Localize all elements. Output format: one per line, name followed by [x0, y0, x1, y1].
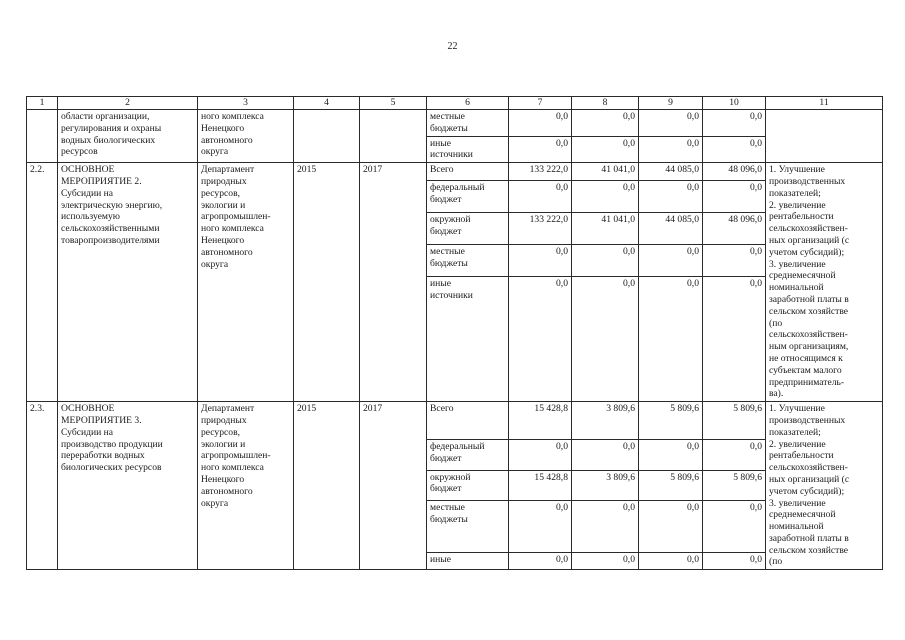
item-name: ОСНОВНОЕ МЕРОПРИЯТИЕ 2. Субсидии на электрическую энергию, используемую сельскохозяйственными товаропроизводителями [58, 163, 198, 402]
col-header-11: 11 [766, 97, 883, 110]
item-number [27, 110, 58, 163]
funding-source: иные [427, 553, 509, 570]
table-row [27, 163, 883, 181]
col-header-2: 2 [58, 97, 198, 110]
value-2016: 0,0 [639, 181, 703, 213]
funding-source: Всего [427, 402, 509, 440]
header-row [27, 97, 883, 110]
value-total: 133 222,0 [509, 213, 572, 245]
value-total: 0,0 [509, 181, 572, 213]
value-2015: 0,0 [572, 245, 639, 277]
value-2015: 0,0 [572, 277, 639, 402]
funding-source: иные источники [427, 136, 509, 163]
col-header-6: 6 [427, 97, 509, 110]
value-2017: 0,0 [703, 110, 766, 137]
value-total: 15 428,8 [509, 402, 572, 440]
col-header-5: 5 [360, 97, 427, 110]
funding-source: иные источники [427, 277, 509, 402]
value-2015: 0,0 [572, 553, 639, 570]
item-result: 1. Улучшение производственных показателей; 2. увеличение рентабельности сельскохозяйствен- ных организаций (с учетом субсидий); 3. увеличение среднемесячной номинальной заработной платы в сельском хозяйстве (по [766, 402, 883, 570]
value-2017: 5 809,6 [703, 402, 766, 440]
value-2016: 0,0 [639, 501, 703, 553]
funding-source: местные бюджеты [427, 245, 509, 277]
value-2015: 41 041,0 [572, 163, 639, 181]
value-2015: 0,0 [572, 181, 639, 213]
value-2016: 5 809,6 [639, 402, 703, 440]
col-header-4: 4 [294, 97, 360, 110]
funding-source: Всего [427, 163, 509, 181]
item-number: 2.3. [27, 402, 58, 570]
funding-source: местные бюджеты [427, 501, 509, 553]
value-2015: 0,0 [572, 501, 639, 553]
item-result: 1. Улучшение производственных показателей; 2. увеличение рентабельности сельскохозяйствен- ных организаций (с учетом субсидий); 3. увеличение среднемесячной номинальной заработной платы в сельском хозяйстве (по сельскохозяйствен- ным организациям, не относящимся к субъектам малого предприниматель- ва). [766, 163, 883, 402]
table-row [27, 402, 883, 440]
value-2016: 0,0 [639, 136, 703, 163]
funding-source: окружной бюджет [427, 470, 509, 501]
value-2016: 0,0 [639, 110, 703, 137]
col-header-7: 7 [509, 97, 572, 110]
value-2016: 0,0 [639, 245, 703, 277]
value-2017: 0,0 [703, 245, 766, 277]
value-total: 133 222,0 [509, 163, 572, 181]
item-executor: Департамент природных ресурсов, экологии и агропромышлен- ного комплекса Ненецкого автономного округа [198, 402, 294, 570]
funding-source: федеральный бюджет [427, 181, 509, 213]
value-2017: 0,0 [703, 277, 766, 402]
value-2016: 5 809,6 [639, 470, 703, 501]
item-start-year [294, 110, 360, 163]
value-2015: 0,0 [572, 110, 639, 137]
item-name: ОСНОВНОЕ МЕРОПРИЯТИЕ 3. Субсидии на производство продукции переработки водных биологических ресурсов [58, 402, 198, 570]
value-total: 0,0 [509, 136, 572, 163]
item-executor: Департамент природных ресурсов, экологии и агропромышлен- ного комплекса Ненецкого автономного округа [198, 163, 294, 402]
value-2015: 3 809,6 [572, 470, 639, 501]
col-header-9: 9 [639, 97, 703, 110]
value-total: 0,0 [509, 277, 572, 402]
value-total: 0,0 [509, 110, 572, 137]
col-header-1: 1 [27, 97, 58, 110]
page-number: 22 [447, 41, 458, 52]
value-2016: 44 085,0 [639, 213, 703, 245]
value-2017: 48 096,0 [703, 213, 766, 245]
value-2017: 0,0 [703, 553, 766, 570]
value-2015: 3 809,6 [572, 402, 639, 440]
item-start-year: 2015 [294, 402, 360, 570]
value-2016: 0,0 [639, 440, 703, 471]
value-2017: 48 096,0 [703, 163, 766, 181]
value-total: 0,0 [509, 245, 572, 277]
value-2017: 0,0 [703, 501, 766, 553]
item-executor: ного комплекса Ненецкого автономного округа [198, 110, 294, 163]
funding-source: окружной бюджет [427, 213, 509, 245]
value-2017: 0,0 [703, 440, 766, 471]
value-2017: 0,0 [703, 181, 766, 213]
item-start-year: 2015 [294, 163, 360, 402]
value-2015: 0,0 [572, 440, 639, 471]
value-total: 0,0 [509, 501, 572, 553]
value-2017: 5 809,6 [703, 470, 766, 501]
value-2017: 0,0 [703, 136, 766, 163]
funding-source: федеральный бюджет [427, 440, 509, 471]
value-2015: 41 041,0 [572, 213, 639, 245]
item-end-year: 2017 [360, 402, 427, 570]
item-name: области организации, регулирования и охраны водных биологических ресурсов [58, 110, 198, 163]
value-2016: 44 085,0 [639, 163, 703, 181]
col-header-3: 3 [198, 97, 294, 110]
col-header-10: 10 [703, 97, 766, 110]
table-row [27, 110, 883, 137]
value-total: 15 428,8 [509, 470, 572, 501]
value-total: 0,0 [509, 440, 572, 471]
funding-source: местные бюджеты [427, 110, 509, 137]
item-result [766, 110, 883, 163]
item-number: 2.2. [27, 163, 58, 402]
value-2016: 0,0 [639, 277, 703, 402]
item-end-year [360, 110, 427, 163]
value-2016: 0,0 [639, 553, 703, 570]
item-end-year: 2017 [360, 163, 427, 402]
value-total: 0,0 [509, 553, 572, 570]
col-header-8: 8 [572, 97, 639, 110]
value-2015: 0,0 [572, 136, 639, 163]
program-table [26, 96, 883, 570]
